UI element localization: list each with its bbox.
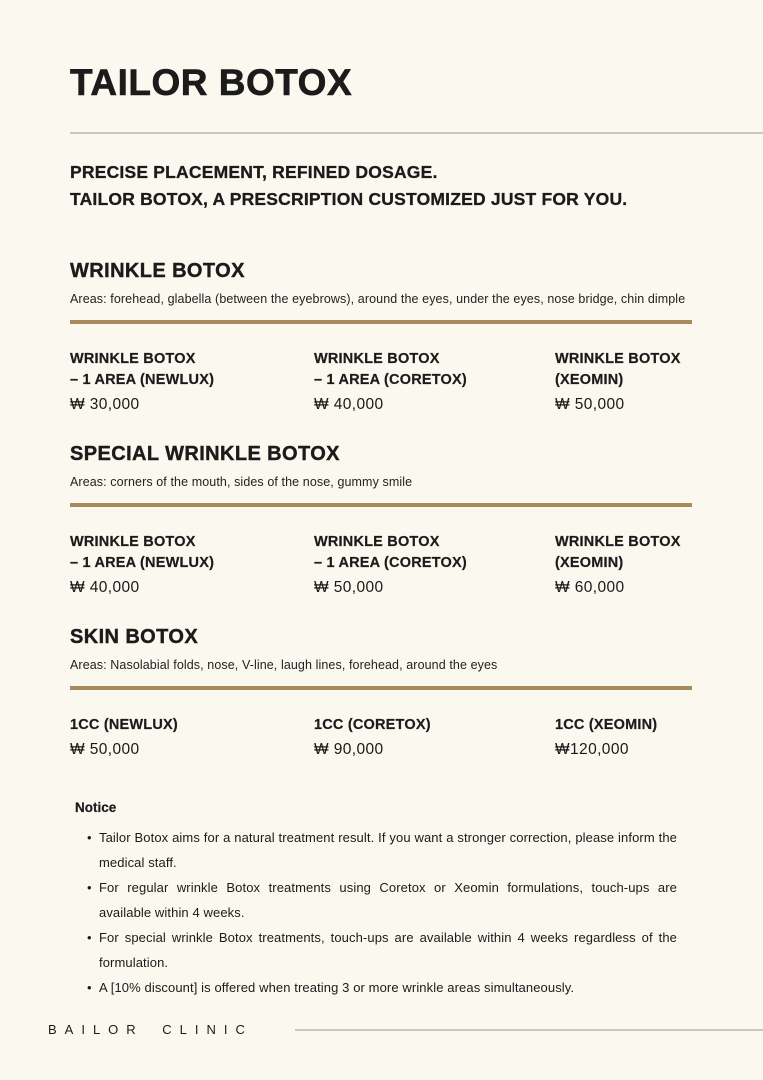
item-name	[555, 715, 692, 736]
section-skin-botox	[70, 626, 692, 760]
section-divider	[70, 320, 692, 324]
notice-section	[70, 799, 692, 1000]
section-areas: Areas: Nasolabial folds, nose, V-line, laugh lines, forehead, around the eyes	[70, 658, 498, 672]
item-name	[555, 349, 692, 391]
item-name-line-1: WRINKLE BOTOX	[70, 534, 196, 550]
footer-divider	[295, 1029, 763, 1031]
item-name	[314, 715, 555, 736]
item-name	[70, 715, 314, 736]
item-name	[314, 532, 555, 574]
menu-item	[555, 349, 692, 415]
item-name-line-1: 1CC (CORETOX)	[314, 717, 431, 733]
section-areas: Areas: corners of the mouth, sides of the nose, gummy smile	[70, 475, 413, 489]
item-price: ₩ 40,000	[70, 579, 140, 596]
item-name	[314, 349, 555, 391]
tagline-line-2: TAILOR BOTOX, A PRESCRIPTION CUSTOMIZED JUST FOR YOU.	[70, 189, 628, 209]
item-price: ₩ 90,000	[314, 741, 384, 758]
page-title: TAILOR BOTOX	[70, 62, 353, 103]
notice-bullet: • Tailor Botox aims for a natural treatment result. If you want a stronger correction, please inform the medical staff.	[75, 825, 677, 875]
item-name-line-1: WRINKLE BOTOX	[314, 534, 440, 550]
section-wrinkle-botox	[70, 260, 692, 415]
item-name-line-1: WRINKLE BOTOX	[555, 351, 681, 367]
item-price: ₩ 50,000	[555, 396, 625, 413]
item-price: ₩ 50,000	[314, 579, 384, 596]
item-name-line-1: 1CC (NEWLUX)	[70, 717, 178, 733]
section-special-wrinkle-botox	[70, 443, 692, 598]
section-heading: SPECIAL WRINKLE BOTOX	[70, 443, 340, 465]
item-row	[70, 532, 692, 598]
item-name-line-2: – 1 AREA (CORETOX)	[314, 555, 467, 571]
item-name-line-2: (XEOMIN)	[555, 372, 624, 388]
item-name	[70, 532, 314, 574]
menu-item	[314, 715, 555, 760]
item-name-line-2: – 1 AREA (CORETOX)	[314, 372, 467, 388]
tagline	[70, 159, 692, 213]
item-price: ₩120,000	[555, 741, 629, 758]
notice-list	[75, 825, 677, 1000]
section-divider	[70, 686, 692, 690]
section-heading: WRINKLE BOTOX	[70, 260, 245, 282]
item-name-line-1: WRINKLE BOTOX	[70, 351, 196, 367]
notice-bullet: • For regular wrinkle Botox treatments using Coretox or Xeomin formulations, touch-ups are available within 4 weeks.	[75, 875, 677, 925]
item-price: ₩ 60,000	[555, 579, 625, 596]
section-heading: SKIN BOTOX	[70, 626, 199, 648]
menu-item	[70, 532, 314, 598]
item-name	[70, 349, 314, 391]
item-name-line-1: WRINKLE BOTOX	[555, 534, 681, 550]
item-name-line-2: – 1 AREA (NEWLUX)	[70, 372, 215, 388]
notice-heading: Notice	[75, 800, 117, 815]
notice-bullet: • A [10% discount] is offered when treating 3 or more wrinkle areas simultaneously.	[75, 975, 677, 1000]
item-name	[555, 532, 692, 574]
item-name-line-1: WRINKLE BOTOX	[314, 351, 440, 367]
title-divider	[70, 132, 763, 134]
tagline-line-1: PRECISE PLACEMENT, REFINED DOSAGE.	[70, 162, 438, 182]
item-price: ₩ 40,000	[314, 396, 384, 413]
menu-item	[70, 349, 314, 415]
item-row	[70, 715, 692, 760]
menu-item	[555, 532, 692, 598]
section-divider	[70, 503, 692, 507]
item-name-line-2: – 1 AREA (NEWLUX)	[70, 555, 215, 571]
item-price: ₩ 50,000	[70, 741, 140, 758]
item-price: ₩ 30,000	[70, 396, 140, 413]
menu-item	[70, 715, 314, 760]
item-row	[70, 349, 692, 415]
section-areas: Areas: forehead, glabella (between the eyebrows), around the eyes, under the eyes, nose bridge, chin dimple	[70, 292, 686, 306]
item-name-line-1: 1CC (XEOMIN)	[555, 717, 658, 733]
clinic-name: BAILOR CLINIC	[48, 1022, 253, 1037]
menu-item	[555, 715, 692, 760]
notice-bullet: • For special wrinkle Botox treatments, touch-ups are available within 4 weeks regardless of the formulation.	[75, 925, 677, 975]
item-name-line-2: (XEOMIN)	[555, 555, 624, 571]
menu-item	[314, 349, 555, 415]
page-footer	[48, 1022, 763, 1037]
menu-item	[314, 532, 555, 598]
